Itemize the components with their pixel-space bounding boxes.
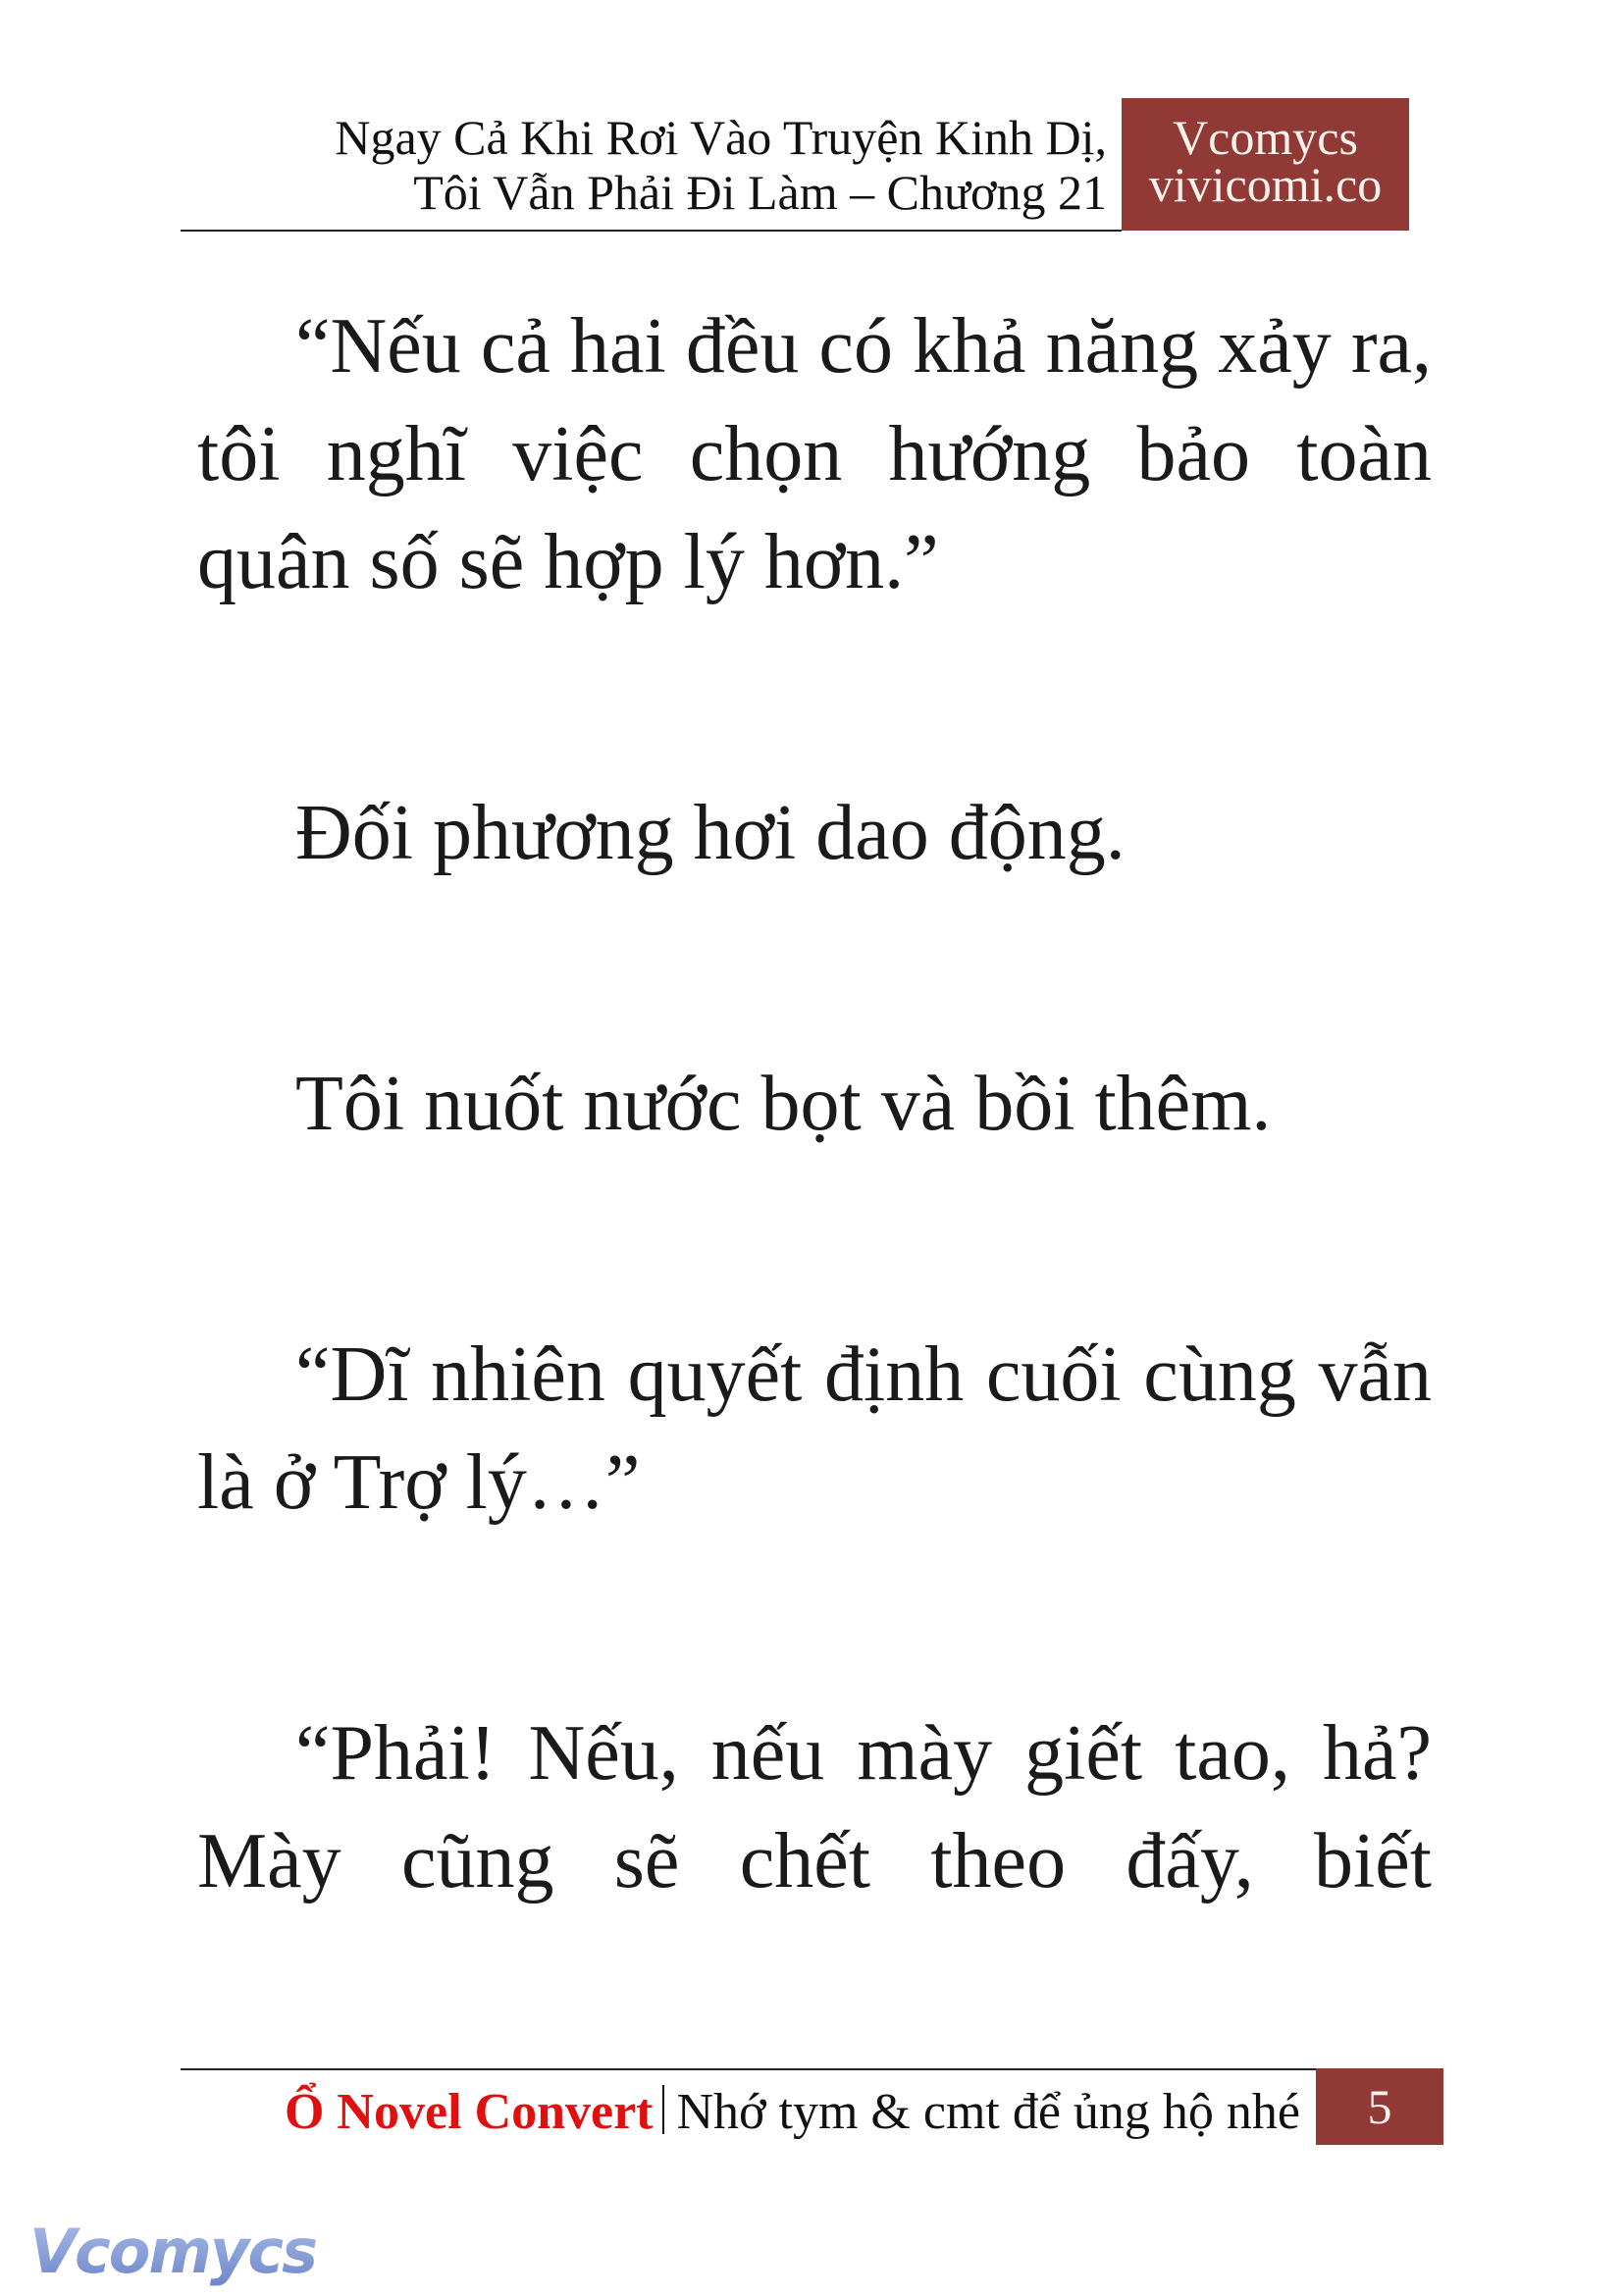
page-number: 5 (1316, 2068, 1443, 2145)
footer-message: Nhớ tym & cmt để ủng hộ nhé (676, 2084, 1300, 2140)
site-badge (1122, 98, 1409, 231)
chapter-title (335, 110, 1107, 220)
footer-brand: Ổ Novel Convert (284, 2084, 654, 2140)
paragraph: Đối phương hơi dao động. (295, 790, 1126, 876)
header-divider (181, 230, 1122, 232)
site-badge-url: vivicomi.co (1148, 157, 1383, 212)
paragraph: “Phải! Nếu, nếu mày giết tao, hả? Mày cũng sẽ chết theo đấy, biết (197, 1710, 1432, 1904)
paragraph: “Nếu cả hai đều có khả năng xảy ra, tôi nghĩ việc chọn hướng bảo toàn quân số sẽ hợp lý hơn.” (197, 303, 1432, 605)
page-body (197, 292, 1432, 2078)
site-badge-name: Vcomycs (1173, 110, 1358, 165)
chapter-title-line1: Ngay Cả Khi Rơi Vào Truyện Kinh Dị, (335, 110, 1107, 165)
paragraph: Tôi nuốt nước bọt và bồi thêm. (295, 1061, 1272, 1147)
chapter-title-line2: Tôi Vẫn Phải Đi Làm – Chương 21 (413, 165, 1107, 220)
footer-separator (662, 2085, 664, 2134)
footer-divider (181, 2068, 1316, 2070)
vcomycs-logo-icon: Vcomycs (29, 2216, 317, 2287)
paragraph: “Dĩ nhiên quyết định cuối cùng vẫn là ở Trợ lý…” (197, 1331, 1432, 1526)
footer-text (285, 2083, 1300, 2142)
